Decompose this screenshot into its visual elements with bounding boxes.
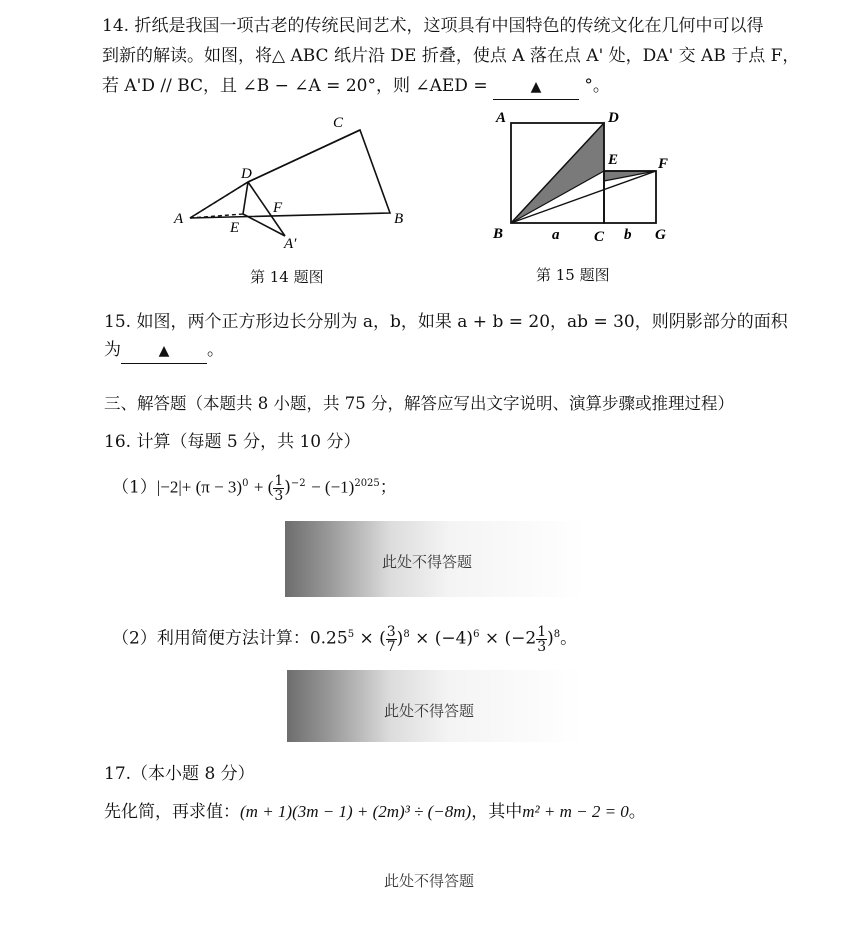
fig14-label-d: D	[241, 166, 252, 182]
fig15-caption: 第 15 题图	[536, 266, 610, 284]
fig14-label-f: F	[273, 200, 283, 216]
fig14-caption: 第 14 题图	[250, 268, 324, 286]
fig15-label-f: F	[658, 156, 669, 172]
q17-condition: m² + m − 2 = 0	[522, 802, 629, 821]
q15-line2-pre: 为	[104, 340, 121, 360]
q17-mid: ，其中	[471, 802, 523, 822]
section3-heading: 三、解答题（本题共 8 小题，共 75 分，解答应写出文字说明、演算步骤或推理过程）	[104, 394, 734, 413]
q15-answer-blank	[121, 338, 207, 364]
q17-expression: (m + 1)(3m − 1) + (2m)³ ÷ (−8m)	[240, 802, 472, 821]
fig15-label-a: A	[496, 110, 507, 126]
q16-p1-fraction	[273, 474, 284, 503]
q16-p2-c: × (−4)	[415, 628, 474, 649]
fig15-label-d: D	[608, 110, 619, 126]
q17-title: 17.（本小题 8 分）	[104, 764, 255, 784]
q16-p2-b-exp: 8	[403, 629, 410, 640]
q15-line2-post: 。	[207, 340, 224, 360]
q15-line2	[104, 338, 224, 364]
q16-p2-end: 。	[560, 628, 578, 649]
q16-p1-mid: + (π − 3)	[181, 477, 243, 497]
q16-p1-frac-den: 3	[274, 487, 284, 504]
q16-p2-b-den: 7	[386, 638, 396, 655]
q14-line3-pre: 若 A'D // BC，且 ∠B − ∠A = 20°，则 ∠AED =	[102, 76, 488, 96]
fig14-label-b: B	[394, 211, 404, 227]
q16-p2-b-fraction	[386, 625, 397, 654]
q16-p2-d-num: 1	[537, 623, 547, 640]
q17-line-pre: 先化简，再求值：	[104, 802, 240, 822]
q16-p2-a: 0.25	[309, 628, 348, 649]
q16-p2-d-pre: × (−2	[484, 628, 537, 649]
q14-line1: 14. 折纸是我国一项古老的传统民间艺术，这项具有中国特色的传统文化在几何中可以得	[102, 16, 764, 36]
q14-line2: 到新的解读。如图，将△ ABC 纸片沿 DE 折叠，使点 A 落在点 A' 处，DA' 交 AB 于点 F，	[102, 46, 800, 66]
fig15-label-b: B	[493, 226, 504, 242]
q16-p1-exp2: 2025	[354, 478, 380, 489]
q16-p2-d-fraction	[536, 625, 547, 654]
q16-p2-d-exp: 8	[553, 629, 561, 640]
triangle-icon: ▲	[158, 343, 170, 359]
no-answer-label-2: 此处不得答题	[384, 702, 475, 720]
q16-p1-minus: − (−1)	[311, 477, 355, 497]
figure-15	[488, 108, 688, 253]
q16-p1-exp1: −2	[290, 478, 306, 489]
q17-line	[104, 800, 646, 824]
q16-p1-frac-num: 1	[274, 472, 284, 489]
fig14-label-e: E	[230, 220, 240, 236]
q16-p2-b-num: 3	[386, 623, 396, 640]
q16-p2-d-den: 3	[537, 638, 547, 655]
fig14-label-a-prime: A′	[284, 236, 297, 252]
no-answer-label-3: 此处不得答题	[384, 872, 475, 890]
q16-p1-end: ；	[379, 477, 397, 498]
q16-p1-label: （1）	[112, 477, 157, 498]
no-answer-label-1: 此处不得答题	[382, 553, 473, 571]
q16-p1-plus: + (	[253, 477, 274, 497]
triangle-icon: ▲	[530, 79, 542, 95]
q14-line3-post: °。	[584, 76, 610, 96]
fig15-label-c: C	[594, 229, 605, 245]
fig15-label-e: E	[608, 152, 619, 168]
q16-p2-c-exp: 6	[473, 629, 480, 640]
q16-p2-label: （2）利用简便方法计算：	[112, 628, 310, 649]
fig15-label-a-side: a	[552, 227, 560, 243]
q16-p1-close: )	[284, 477, 291, 498]
q15-line1: 15. 如图，两个正方形边长分别为 a，b，如果 a + b = 20，ab = 30，则阴影部分的面积	[104, 312, 788, 332]
q16-title: 16. 计算（每题 5 分，共 10 分）	[104, 432, 361, 452]
q16-p2-d-close: )	[547, 628, 554, 649]
q17-end: 。	[628, 802, 646, 822]
q16-part1	[112, 472, 397, 503]
figure-14	[170, 110, 420, 260]
fig15-label-b-side: b	[624, 227, 632, 243]
fig14-label-a: A	[174, 211, 184, 227]
q16-part2	[112, 623, 577, 654]
q16-p2-b-pre: × (	[359, 628, 386, 649]
q16-p2-b-close: )	[396, 628, 404, 649]
q14-answer-blank	[493, 74, 579, 100]
fig14-label-c: C	[333, 115, 344, 131]
q16-p1-exp0: 0	[242, 478, 249, 489]
fig15-label-g: G	[655, 227, 666, 243]
q16-p2-a-exp: 5	[347, 629, 355, 640]
q16-p1-abs: |−2|	[156, 477, 182, 497]
q14-line3	[102, 74, 610, 100]
